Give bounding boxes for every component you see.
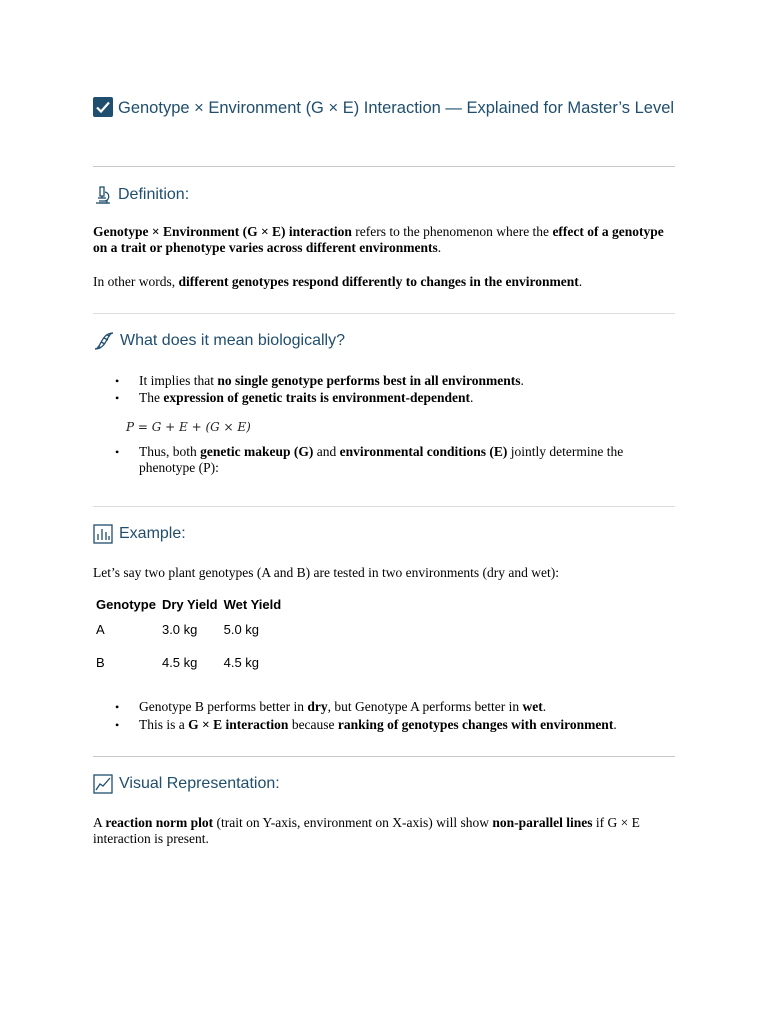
section-heading-visual: Visual Representation:: [93, 773, 675, 795]
section-heading-example: Example:: [93, 523, 675, 545]
list-item: • Thus, both genetic makeup (G) and environmental conditions (E) jointly determine the phenotype (P):: [93, 444, 675, 476]
table-header: Wet Yield: [223, 596, 282, 612]
table-header: Dry Yield: [161, 596, 218, 612]
biology-list: [93, 373, 675, 406]
section-heading-definition: Definition:: [93, 184, 675, 206]
yield-table: [93, 595, 284, 679]
divider: [93, 166, 675, 167]
table-cell: B: [96, 655, 105, 670]
biology-list-2: [93, 444, 675, 476]
divider: [93, 313, 675, 314]
example-intro: Let’s say two plant genotypes (A and B) are tested in two environments (dry and wet):: [93, 565, 560, 580]
definition-paragraph: Genotype × Environment (G × E) interaction refers to the phenomenon where the effect of a genotype on a trait or phenotype varies across different environments.: [93, 224, 664, 255]
visual-paragraph: A reaction norm plot (trait on Y-axis, environment on X-axis) will show non-parallel lines if G × E interaction is present.: [93, 815, 640, 846]
dna-icon: [93, 331, 115, 351]
table-cell: 4.5 kg: [223, 655, 260, 670]
definition-paragraph-2: In other words, different genotypes respond differently to changes in the environment.: [93, 274, 583, 289]
table-cell: 4.5 kg: [161, 655, 198, 670]
bar-chart-icon: [93, 524, 113, 544]
page-title: Genotype × Environment (G × E) Interaction — Explained for Master’s Level: [93, 96, 675, 144]
list-item: • Genotype B performs better in dry, but Genotype A performs better in wet.: [93, 699, 675, 715]
table-cell: 5.0 kg: [223, 622, 260, 637]
section-heading-biology: What does it mean biologically?: [93, 330, 675, 352]
table-cell: 3.0 kg: [161, 622, 198, 637]
document: [93, 96, 675, 847]
table-row: [93, 613, 284, 646]
divider: [93, 756, 675, 757]
list-item: • The expression of genetic traits is environment-dependent.: [93, 390, 675, 406]
example-list: [93, 699, 675, 733]
list-item: • It implies that no single genotype performs best in all environments.: [93, 373, 675, 389]
table-row: [93, 646, 284, 679]
microscope-icon: [93, 185, 113, 205]
line-chart-icon: [93, 774, 113, 794]
formula: P = G + E + (G × E): [126, 420, 251, 434]
table-header: Genotype: [96, 596, 156, 612]
check-box-icon: [93, 97, 113, 117]
divider: [93, 506, 675, 507]
list-item: • This is a G × E interaction because ranking of genotypes changes with environment.: [93, 717, 675, 733]
table-cell: A: [96, 622, 105, 637]
table-header-row: [93, 595, 284, 613]
